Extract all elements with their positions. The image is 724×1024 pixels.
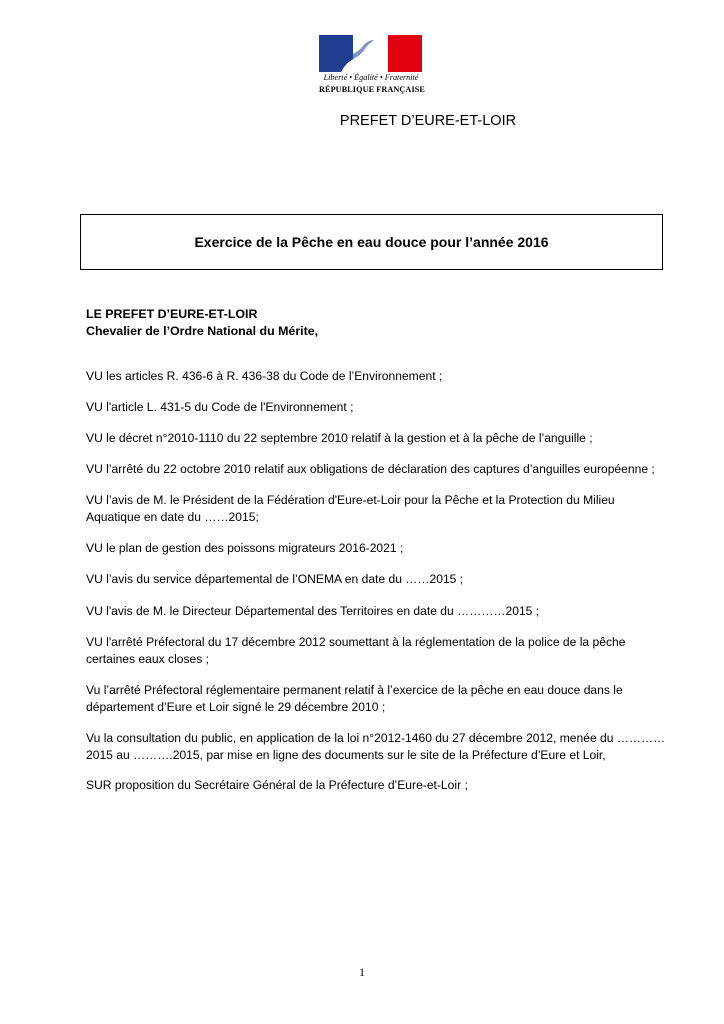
republic-name: RÉPUBLIQUE FRANÇAISE xyxy=(319,85,425,94)
document-title-box xyxy=(80,214,663,270)
consideration-item: VU le décret n°2010-1110 du 22 septembre 2010 relatif à la gestion et à la pêche de l’anguille ; xyxy=(86,431,593,445)
flag-red-band xyxy=(388,35,422,72)
republic-motto: Liberté • Égalité • Fraternité xyxy=(323,73,419,82)
consideration-item: VU l’avis du service départemental de l’ONEMA en date du ……2015 ; xyxy=(86,572,464,586)
consideration-item: Vu la consultation du public, en application de la loi n°2012-1460 du 27 décembre 2012, menée du …………2015 au ……….2015, par mise en ligne des documents sur le site de la Préfecture d’Eure et Loir, xyxy=(86,731,666,762)
consideration-item: VU l'article L. 431-5 du Code de l'Environnement ; xyxy=(86,400,354,414)
consideration-item: VU le plan de gestion des poissons migrateurs 2016-2021 ; xyxy=(86,541,404,555)
consideration-item: Vu l’arrêté Préfectoral réglementaire permanent relatif à l’exercice de la pêche en eau douce dans le département d’Eure et Loir signé le 29 décembre 2010 ; xyxy=(86,683,623,714)
document-title: Exercice de la Pêche en eau douce pour l’année 2016 xyxy=(194,234,549,250)
signatory-line-1: LE PREFET D’EURE-ET-LOIR xyxy=(86,307,258,321)
consideration-item: VU l'arrêté Préfectoral du 17 décembre 2012 soumettant à la réglementation de la police de la pêche certaines eaux closes ; xyxy=(86,635,626,666)
signatory-line-2: Chevalier de l’Ordre National du Mérite, xyxy=(86,324,319,338)
page-number: 1 xyxy=(359,965,365,979)
consideration-item: SUR proposition du Secrétaire Général de la Préfecture d’Eure-et-Loir ; xyxy=(86,778,468,792)
prefecture-header: PREFET D’EURE-ET-LOIR xyxy=(339,113,517,129)
consideration-item: VU les articles R. 436-6 à R. 436-38 du Code de l’Environnement ; xyxy=(86,369,443,383)
marianne-logo xyxy=(319,35,423,99)
consideration-item: VU l’avis de M. le Président de la Fédération d'Eure-et-Loir pour la Pêche et la Protection du Milieu Aquatique en date du ……2015; xyxy=(86,493,615,524)
marianne-flag-icon xyxy=(319,35,422,72)
signatory-block xyxy=(86,306,318,340)
consideration-item: VU l’arrêté du 22 octobre 2010 relatif aux obligations de déclaration des captures d’anguilles européenne ; xyxy=(86,462,655,476)
consideration-item: VU l'avis de M. le Directeur Départemental des Territoires en date du …………2015 ; xyxy=(86,604,540,618)
